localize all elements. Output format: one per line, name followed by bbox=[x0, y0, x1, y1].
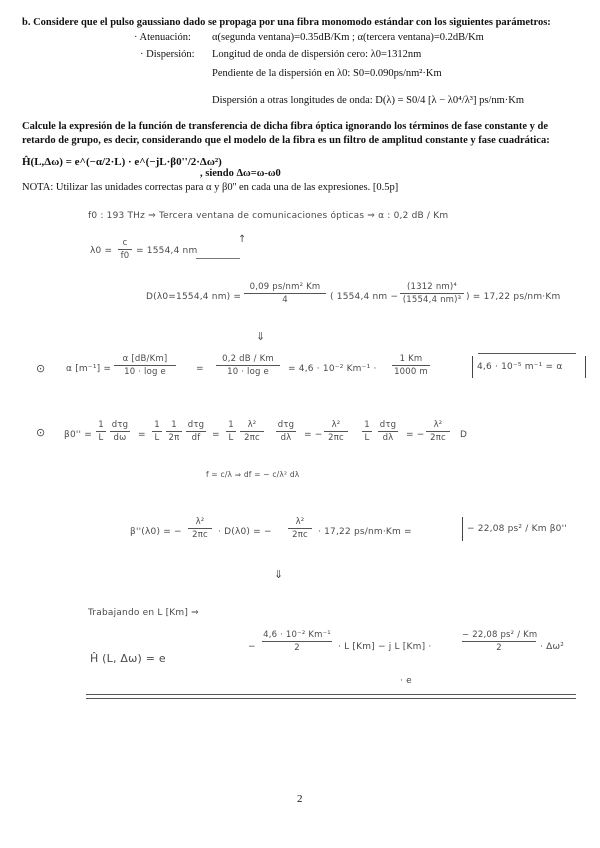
hw-final-exp-prefix: − bbox=[248, 642, 256, 652]
hw-beta-f12-num: λ² bbox=[433, 420, 443, 430]
transfer-formula: Ĥ(L,Δω) = e^(−α/2·L) · e^(−jL·β0''/2·Δω²) bbox=[22, 156, 222, 168]
hw-beta-f6-den: L bbox=[228, 433, 234, 443]
hw-dispersion-den-2: (1554,4 nm)³ bbox=[402, 295, 462, 305]
hw-beta-result-den-2: 2πc bbox=[292, 530, 308, 540]
hw-beta-f5-den: df bbox=[191, 433, 201, 443]
hw-final-label: Ĥ (L, Δω) = e bbox=[90, 652, 166, 665]
hw-alpha-num-3: 1 Km bbox=[399, 354, 423, 364]
hw-alpha-num-2: 0,2 dB / Km bbox=[222, 354, 274, 364]
attenuation-value: α(segunda ventana)=0.35dB/Km ; α(tercera ventana)=0.2dB/Km bbox=[212, 32, 484, 43]
hw-beta-result-mid: · D(λ0) = − bbox=[218, 527, 272, 537]
hw-line-frequency: f0 : 193 THz ⇒ Tercera ventana de comunicaciones ópticas ⇒ α : 0,2 dB / Km bbox=[88, 211, 449, 221]
hw-dispersion-result: ) = 17,22 ps/nm·Km bbox=[466, 292, 561, 302]
hw-beta-f11 bbox=[378, 420, 398, 443]
hw-alpha-fraction-3 bbox=[392, 354, 430, 377]
hw-beta-result-frac-2 bbox=[288, 517, 312, 540]
hw-up-arrow: ↑ bbox=[238, 234, 247, 245]
hw-beta-f7-num: λ² bbox=[247, 420, 257, 430]
hw-lambda-label: λ0 = bbox=[90, 246, 113, 256]
hw-beta-f6 bbox=[226, 420, 236, 443]
hw-final-exp-den-1: 2 bbox=[294, 643, 300, 653]
hw-lambda-fraction bbox=[118, 238, 132, 261]
hw-dispersion-num-1: 0,09 ps/nm² Km bbox=[249, 282, 321, 292]
hw-alpha-result-box bbox=[472, 356, 586, 378]
hw-arrow-down-2: ⇓ bbox=[274, 568, 284, 581]
hw-underline-lambda bbox=[196, 258, 240, 259]
hw-beta-f11-den: dλ bbox=[382, 433, 394, 443]
hw-beta-f12-den: 2πc bbox=[430, 433, 446, 443]
dispersion-line-1: Longitud de onda de dispersión cero: λ0=1312nm bbox=[212, 49, 422, 60]
hw-beta-f2-den: dω bbox=[113, 433, 127, 443]
hw-dispersion-fraction-2 bbox=[400, 282, 464, 305]
hw-arrow-down-1: ⇓ bbox=[256, 330, 266, 343]
hw-dispersion-num-2: (1312 nm)⁴ bbox=[406, 282, 458, 292]
hw-final-underline-1 bbox=[86, 694, 576, 695]
hw-final-intro: Trabajando en L [Km] ⇒ bbox=[88, 608, 199, 618]
calc-line-1: Calcule la expresión de la función de transferencia de dicha fibra óptica ignorando los términos de fase constante y de bbox=[22, 121, 549, 132]
hw-beta-f4-num: 1 bbox=[171, 420, 177, 430]
dispersion-line-3: Dispersión a otras longitudes de onda: D(λ) = S0/4 [λ − λ0⁴/λ³] ps/nm·Km bbox=[212, 95, 524, 106]
hw-beta-marker: ⊙ bbox=[36, 426, 46, 439]
hw-alpha-marker: ⊙ bbox=[36, 362, 46, 375]
hw-beta-f8 bbox=[276, 420, 296, 443]
hw-dispersion-fraction-1 bbox=[244, 282, 326, 305]
hw-beta-eq-4: = − bbox=[406, 430, 425, 440]
hw-alpha-eq: = bbox=[196, 364, 204, 374]
hw-lambda-den: f0 bbox=[120, 251, 130, 261]
hw-beta-result-den-1: 2πc bbox=[192, 530, 208, 540]
hw-alpha-mid: = 4,6 · 10⁻² Km⁻¹ · bbox=[288, 364, 377, 374]
hw-alpha-den-2: 10 · log e bbox=[227, 367, 269, 377]
hw-beta-f1-num: 1 bbox=[98, 420, 104, 430]
hw-beta-result-box bbox=[462, 517, 583, 541]
hw-beta-f4-den: 2π bbox=[168, 433, 180, 443]
dispersion-label: · Dispersión: bbox=[140, 49, 195, 60]
hw-dispersion-label: D(λ0=1554,4 nm) = bbox=[146, 292, 242, 302]
hw-beta-f10 bbox=[362, 420, 372, 443]
page-number: 2 bbox=[297, 793, 303, 805]
hw-beta-result-num-2: λ² bbox=[295, 517, 305, 527]
hw-alpha-den-1: 10 · log e bbox=[124, 367, 166, 377]
hw-alpha-fraction-2 bbox=[216, 354, 280, 377]
hw-beta-result: − 22,08 ps² / Km β0'' bbox=[467, 524, 567, 534]
hw-beta-eq-2: = bbox=[212, 430, 220, 440]
hw-lambda-value: = 1554,4 nm bbox=[136, 246, 198, 256]
hw-beta-result-frac-1 bbox=[188, 517, 212, 540]
hw-final-exp-frac-1 bbox=[262, 630, 332, 653]
hw-alpha-box-top bbox=[478, 353, 576, 354]
hw-dispersion-den-1: 4 bbox=[282, 295, 288, 305]
hw-beta-f9-num: λ² bbox=[331, 420, 341, 430]
hw-final-exp-mid: · L [Km] − j L [Km] · bbox=[338, 642, 432, 652]
hw-beta-f7-den: 2πc bbox=[244, 433, 260, 443]
hw-beta-f2 bbox=[110, 420, 130, 443]
hw-beta-label: β0'' = bbox=[64, 430, 93, 440]
hw-final-underline-2 bbox=[86, 698, 576, 699]
hw-beta-f10-den: L bbox=[364, 433, 370, 443]
hw-beta-f5-num: dτg bbox=[187, 420, 205, 430]
hw-beta-result-right: · 17,22 ps/nm·Km = bbox=[318, 527, 412, 537]
hw-final-e2: · e bbox=[400, 676, 412, 686]
transfer-suffix: , siendo Δω=ω-ω0 bbox=[200, 168, 281, 179]
hw-beta-D: D bbox=[460, 430, 468, 440]
hw-lambda-num: c bbox=[122, 238, 128, 248]
hw-final-exp-frac-2 bbox=[462, 630, 536, 653]
hw-beta-f12 bbox=[426, 420, 450, 443]
hw-beta-f1-den: L bbox=[98, 433, 104, 443]
hw-beta-eq-1: = bbox=[138, 430, 146, 440]
note-line: NOTA: Utilizar las unidades correctas para α y β0'' en cada una de las expresiones. [0.5p] bbox=[22, 182, 399, 193]
hw-beta-f6-num: 1 bbox=[228, 420, 234, 430]
hw-beta-result-num-1: λ² bbox=[195, 517, 205, 527]
hw-final-exp-den-2: 2 bbox=[496, 643, 502, 653]
hw-final-exp-right: · Δω² bbox=[540, 642, 565, 652]
calc-line-2: retardo de grupo, es decir, considerando que el modelo de la fibra es un filtro de amplitud constante y fase cuadrática: bbox=[22, 135, 550, 146]
hw-dispersion-mid: ( 1554,4 nm − bbox=[330, 292, 399, 302]
hw-beta-f3-num: 1 bbox=[154, 420, 160, 430]
hw-beta-f2-num: dτg bbox=[111, 420, 129, 430]
hw-beta-f10-num: 1 bbox=[364, 420, 370, 430]
hw-beta-eq-3: = − bbox=[304, 430, 323, 440]
hw-beta-f9 bbox=[324, 420, 348, 443]
hw-alpha-result: 4,6 · 10⁻⁵ m⁻¹ = α bbox=[477, 362, 563, 372]
hw-frequency-relation: f = c/λ ⇒ df = − c/λ² dλ bbox=[206, 470, 300, 479]
hw-beta-f11-num: dτg bbox=[379, 420, 397, 430]
hw-beta-f3-den: L bbox=[154, 433, 160, 443]
hw-final-exp-num-1: 4,6 · 10⁻² Km⁻¹ bbox=[263, 630, 331, 640]
hw-beta-f8-den: dλ bbox=[280, 433, 292, 443]
hw-beta-f4 bbox=[166, 420, 182, 443]
hw-beta-f8-num: dτg bbox=[277, 420, 295, 430]
hw-beta-f1 bbox=[96, 420, 106, 443]
hw-alpha-fraction-1 bbox=[114, 354, 176, 377]
problem-intro: b. Considere que el pulso gaussiano dado se propaga por una fibra monomodo estándar con los siguientes parámetros: bbox=[22, 17, 551, 28]
hw-beta-result-label: β''(λ0) = − bbox=[130, 527, 182, 537]
hw-alpha-label: α [m⁻¹] = bbox=[66, 364, 112, 374]
hw-final-exp-num-2: − 22,08 ps² / Km bbox=[462, 630, 538, 640]
hw-beta-f9-den: 2πc bbox=[328, 433, 344, 443]
attenuation-label: · Atenuación: bbox=[134, 32, 191, 43]
dispersion-line-2: Pendiente de la dispersión en λ0: S0=0.090ps/nm²·Km bbox=[212, 68, 442, 79]
hw-beta-f5 bbox=[186, 420, 206, 443]
hw-alpha-num-1: α [dB/Km] bbox=[122, 354, 168, 364]
hw-beta-f7 bbox=[240, 420, 264, 443]
hw-alpha-den-3: 1000 m bbox=[394, 367, 428, 377]
hw-beta-f3 bbox=[152, 420, 162, 443]
